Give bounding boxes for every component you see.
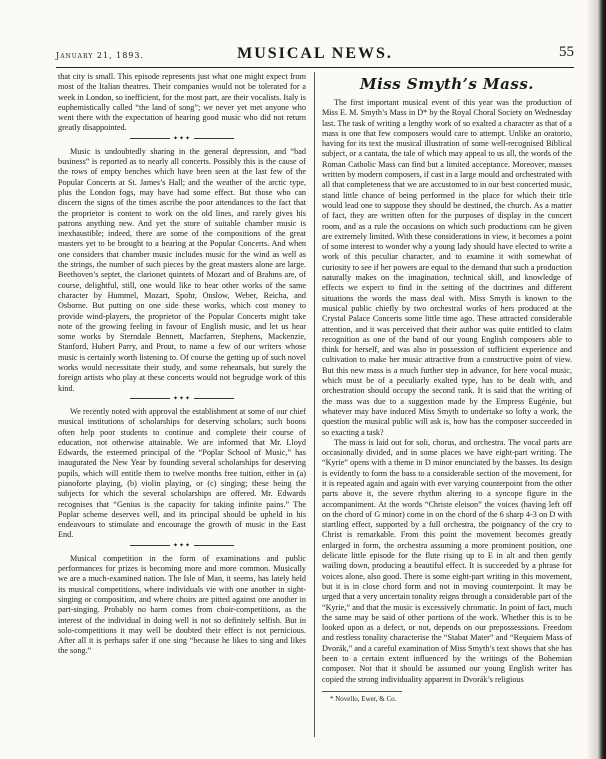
left-paragraph-1: that city is small. This episode represents just what one might expect from most of the Italian theatres. Their companies would not be tolerated for a week in London, so inefficient, for the most part, are their vocalists. Italy is euphemistically called “the land of song”; we never yet met anyone who went there with the expectation of hearing good music who did not return greatly disappointed. — [58, 72, 306, 133]
left-paragraph-4: Musical competition in the form of examinations and public performances for prizes is becoming more and more common. Musically we are a much-examined nation. The Isle of Man, it seems, has lately held its musical competitions, where individuals vie with one another in sight-singing or composition, and where choirs are pitted against one another in part-singing. Probably no harm comes from choir-competitions, as the interest of the individual in doing well is not so definitely selfish. But in solo-competitions it may well be doubted their effect is not pernicious. After all it is perhaps safer if one sing “because he likes to sing and likes the song.” — [58, 553, 306, 656]
left-paragraph-3: We recently noted with approval the establishment at some of our chief musical institutions of scholarships for deserving scholars; such boons often help poor students to continue and complete their course of education, not otherwise attainable. We are informed that Mr. Lloyd Edwards, the esteemed principal of the “Poplar School of Music,” has inaugurated the New Year by founding several scholarships for deserving pupils, which will entitle them to twelve months free tuition, either in (a) pianoforte playing, (b) violin playing, or (c) singing; these being the subjects for which the several scholarships are offered. Mr. Edwards recognises that “Genius is the capacity for taking infinite pains.” The Poplar scheme deserves well, and its principal should be upheld in his endeavours to stimulate and encourage the growth of music in the East End. — [58, 406, 306, 540]
section-divider: ✦✦✦ — [58, 542, 306, 551]
page-number: 55 — [559, 44, 574, 60]
footnote-rule — [322, 691, 402, 692]
issue-date: January 21, 1893. — [56, 51, 144, 60]
page-header — [56, 44, 574, 66]
section-divider: ✦✦✦ — [58, 395, 306, 404]
journal-title: MUSICAL NEWS. — [237, 45, 393, 62]
right-column — [322, 72, 572, 704]
article-title: Miss Smyth’s Mass. — [360, 75, 534, 93]
column-rule — [314, 72, 315, 737]
right-paragraph-1: The first important musical event of this year was the production of Miss E. M. Smyth’s Mass in D* by the Royal Choral Society on Wednesday last. The task of writing a lengthy work of so exalted a character as that of a mass is one that few composers would care to attempt. Unlike an oratorio, having for its text the musical illustration of some well-recognised Biblical subject, or a cantata, the tale of which may appeal to us all, the words of the Roman Catholic Mass can find but a limited acceptance. Moreover, masses written by modern composers, if cast in a large mould and orchestrated with all that completeness that we are accustomed to in our best concerted music, stand little chance of being performed in the place for which their title would lead one to suppose they should be destined, the church. As a matter of fact, they are written often for the purposes of display in the concert room, and as a rule the occasions on which such productions can be given are extremely limited. With these considerations in view, it becomes a point of some interest to wonder why a young lady should have elected to write a work of this peculiar character, and to examine it with somewhat of curiosity to see if her powers are equal to the demand that such a production naturally makes on the imagination, technical skill, and knowledge of effects we expect to find in the setting of the doctrines and different situations the words the mass deal with. Miss Smyth is known to the musical public chiefly by two orchestral works of hers produced at the Crystal Palace Concerts some little time ago. These attracted considerable attention, and it was perceived that their author was quite entitled to claim recognition as one of the band of our young English composers able to think for herself, and was also in possession of sufficient experience and cultivation to make her music attractive from a constructive point of view. But this new mass is a much further step in advance, for here vocal music, which must be of a peculiarly exalted type, has to be dealt with, and orchestration should occupy the second rank. It is said that the writing of the mass was due to a suggestion made by the Empress Eugénie, but whatever may have induced Miss Smyth to undertake so lofty a work, the question the musical public will ask is, how has the composer succeeded in so exacting a task? — [322, 98, 572, 437]
header-rule — [56, 67, 574, 68]
left-paragraph-2: Music is undoubtedly sharing in the general depression, and “bad business” is reported as to nearly all concerts. Possibly this is the cause of the rows of empty benches which have been seen at the last few of the Popular Concerts at St. James’s Hall; and the weather of the arctic type, plus the London fogs, may have had some effect. But those who can discern the signs of the times ascribe the poor attendances to the fact that the proprietor is content to work on the old lines, and rarely gives his patrons anything new. And yet the store of suitable chamber music is inexhaustible; indeed, there are some of the compositions of the great masters yet to be brought to a hearing at the Popular Concerts. And when one considers that chamber music includes music for the wind as well as the strings, the number of such pieces by the great masters alone are large. Beethoven’s septet, the clarionet quintets of Mozart and of Brahms are, of course, delightful, still, one would like to hear other works of the same character by Hummel, Mozart, Spohr, Onslow, Weber, Reicha, and Osborne. But putting on one side these works, which cost money to provide wind-players, the proprietor of the Popular Concerts might take note of the growing feeling in favour of English music, and let us hear some works by Sterndale Bennett, Macfarren, Stephens, Mackenzie, Stanford, Hubert Parry, and Prout, to name a few of our writers whose music is certainly worth listening to. Of course the getting up of such novel works would necessitate their study, and some rehearsals, but surely the foreign artists who play at these concerts would not begrudge work of this kind. — [58, 146, 306, 393]
right-paragraph-2: The mass is laid out for soli, chorus, and orchestra. The vocal parts are occasionally divided, and in some places we have eight-part writing. The “Kyrie” opens with a theme in D minor enunciated by the basses. Its design is evidently to form the bass to a considerable section of the movement, for it is repeated again and again with ever varying counterpoint from the other parts above it, the severe rhythm altering to a syncope figure in the accompaniment. At the words “Christe eleison” the voices (having left off on the chord of G minor) come in on the chord of the 6 sharp 4-3 on D with startling effect, supported by a full orchestra, the poignancy of the cry to Christ is remarkable. From this point the movement becomes greatly enlarged in form, the orchestra assuming a more prominent position, one delicate little episode for the flute rising up to E in alt and then gently wailing down, producing a beautiful effect. It is succeeded by a phrase for voices alone, also good. There is some eight-part writing in this movement, but it is in close chord form and not in moving counterpoint. It may be urged that a very uncertain tonality reigns through a considerable part of the “Kyrie,” and that the music is excessively chromatic. In point of fact, much the same may be said of other portions of the work. Whether this is to be looked upon as a defect, or not, depends on our prepossessions. Freedom and restless tonality characterise the “Stabat Mater” and “Requiem Mass of Dvorák,” and a careful examination of Miss Smyth’s text shows that she has been to a certain extent influenced by the writings of the Bohemian composer. Not that it should be assumed our young English writer has copied the strong individuality apparent in Dvorák’s religious — [322, 437, 572, 684]
page-binding-edge — [588, 0, 606, 759]
section-divider: ✦✦✦ — [58, 135, 306, 144]
left-column — [58, 72, 306, 657]
footnote: * Novello, Ewer, & Co. — [330, 694, 397, 703]
